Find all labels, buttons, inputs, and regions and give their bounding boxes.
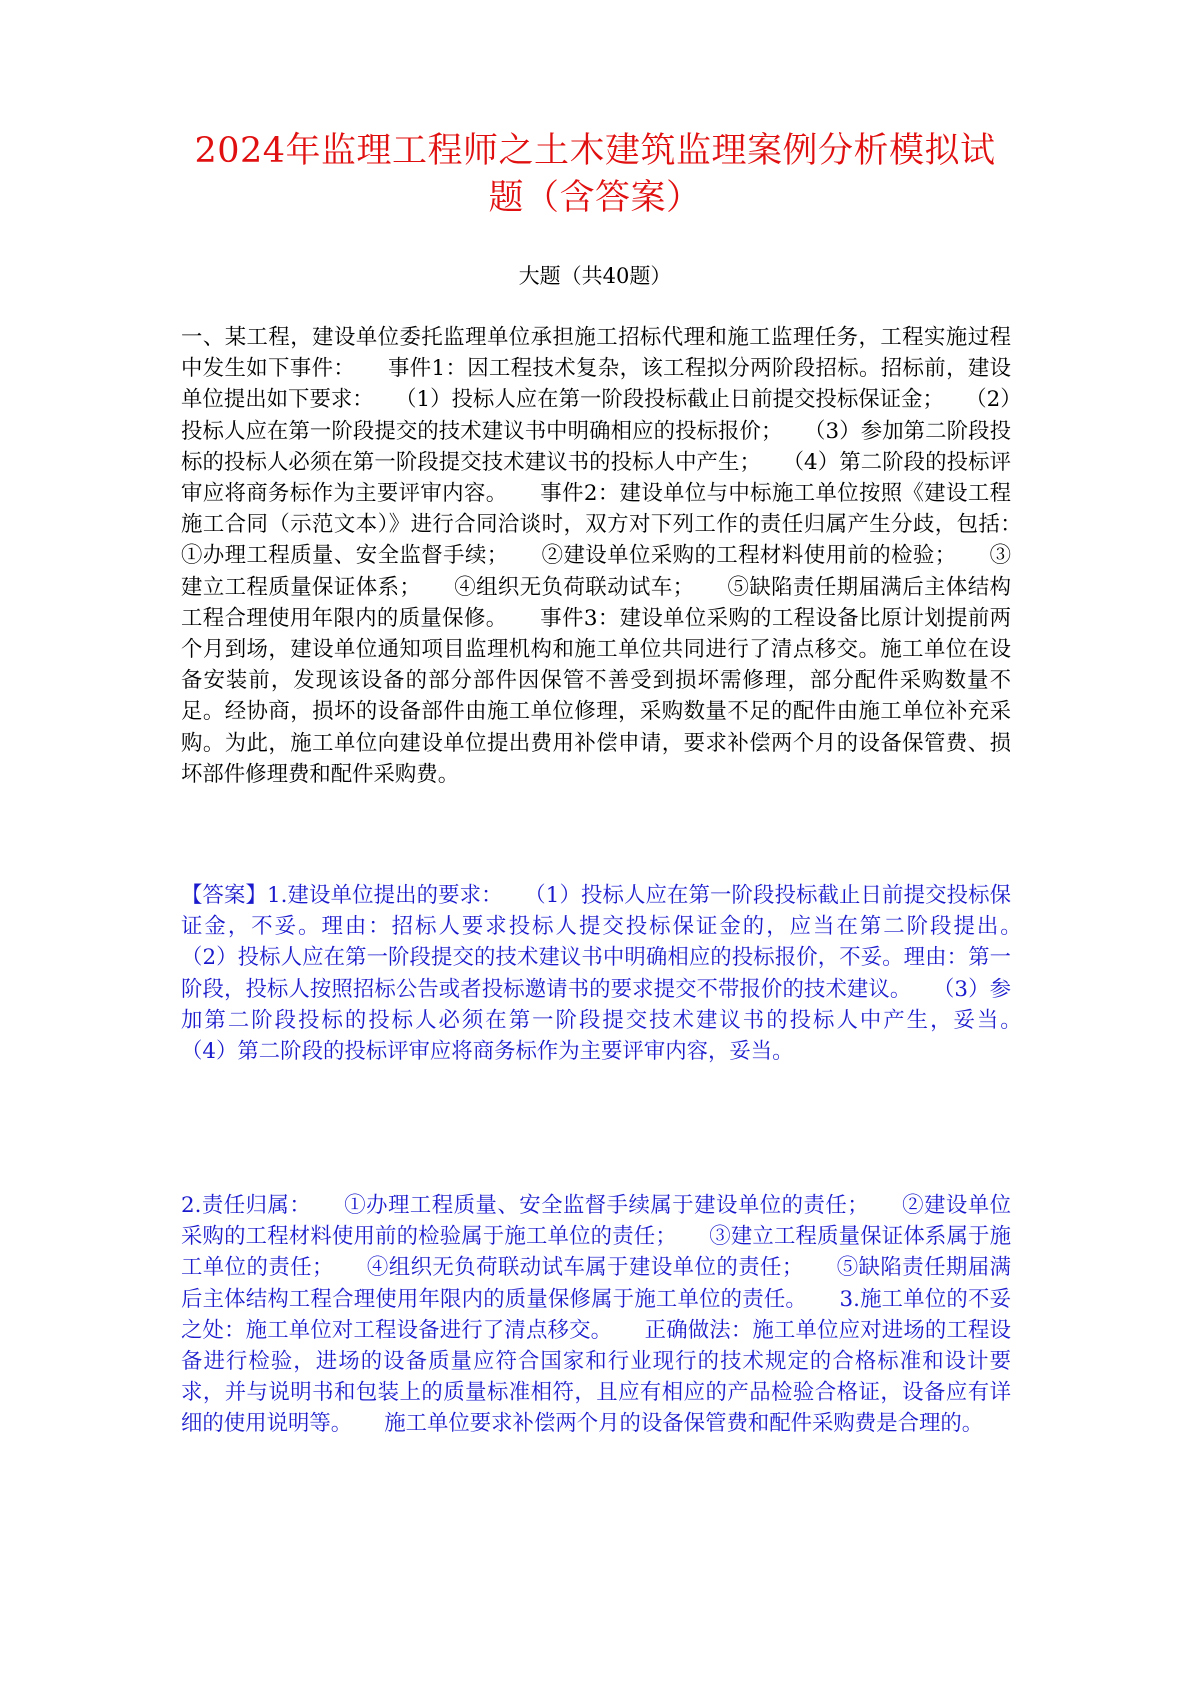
question-text: 一、某工程，建设单位委托监理单位承担施工招标代理和施工监理任务，工程实施过程中发生如下事件： 事件1：因工程技术复杂，该工程拟分两阶段招标。招标前，建设单位提出如下要求： （1）投标人应在第一阶段投标截止日前提交投标保证金； （2）投标人应在第一阶段提交的技术建议书中明确相应的投标报价； （3）参加第二阶段投标的投标人必须在第一阶段提交技术建议书的投标人中产生； （4）第二阶段的投标评审应将商务标作为主要评审内容。 事件2：建设单位与中标施工单位按照《建设工程施工合同（示范文本）》进行合同洽谈时，双方对下列工作的责任归属产生分歧，包括： ①办理工程质量、安全监督手续； ②建设单位采购的工程材料使用前的检验； ③建立工程质量保证体系； ④组织无负荷联动试车； ⑤缺陷责任期届满后主体结构工程合理使用年限内的质量保修。 事件3：建设单位采购的工程设备比原计划提前两个月到场，建设单位通知项目监理机构和施工单位共同进行了清点移交。施工单位在设备安装前，发现该设备的部分部件因保管不善受到损坏需修理，部分配件采购数量不足。经协商，损坏的设备部件由施工单位修理，采购数量不足的配件由施工单位补充采购。为此，施工单位向建设单位提出费用补偿申请，要求补偿两个月的设备保管费、损坏部件修理费和配件采购费。 (181, 325, 1054, 787)
answer-part-1-text: 1.建设单位提出的要求： （1）投标人应在第一阶段投标截止日前提交投标保证金，不妥。理由：招标人要求投标人提交投标保证金的，应当在第二阶段提出。 （2）投标人应在第一阶段提交的技术建议书中明确相应的投标报价，不妥。理由：第一阶段，投标人按照招标公告或者投标邀请书的要求提交不带报价的技术建议。 （3）参加第二阶段投标的投标人必须在第一阶段提交技术建议书的投标人中产生，妥当。 （4）第二阶段的投标评审应将商务标作为主要评审内容，妥当。 (181, 883, 1054, 1065)
document-title: 2024年监理工程师之土木建筑监理案例分析模拟试题（含答案） (194, 131, 996, 218)
answer-part-1 (181, 880, 1054, 1067)
answer-part-2: 2.责任归属： ①办理工程质量、安全监督手续属于建设单位的责任； ②建设单位采购的工程材料使用前的检验属于施工单位的责任； ③建立工程质量保证体系属于施工单位的责任； ④组织无负荷联动试车属于建设单位的责任； ⑤缺陷责任期届满后主体结构工程合理使用年限内的质量保修属于施工单位的责任。 3.施工单位的不妥之处：施工单位对工程设备进行了清点移交。 正确做法：施工单位应对进场的工程设备进行检验，进场的设备质量应符合国家和行业现行的技术规定的合格标准和设计要求，并与说明书和包装上的质量标准相符，且应有相应的产品检验合格证，设备应有详细的使用说明等。 施工单位要求补偿两个月的设备保管费和配件采购费是合理的。 (181, 1193, 1011, 1437)
answer-label: 【答案】 (181, 883, 268, 908)
section-heading: 大题（共40题） (518, 264, 672, 288)
